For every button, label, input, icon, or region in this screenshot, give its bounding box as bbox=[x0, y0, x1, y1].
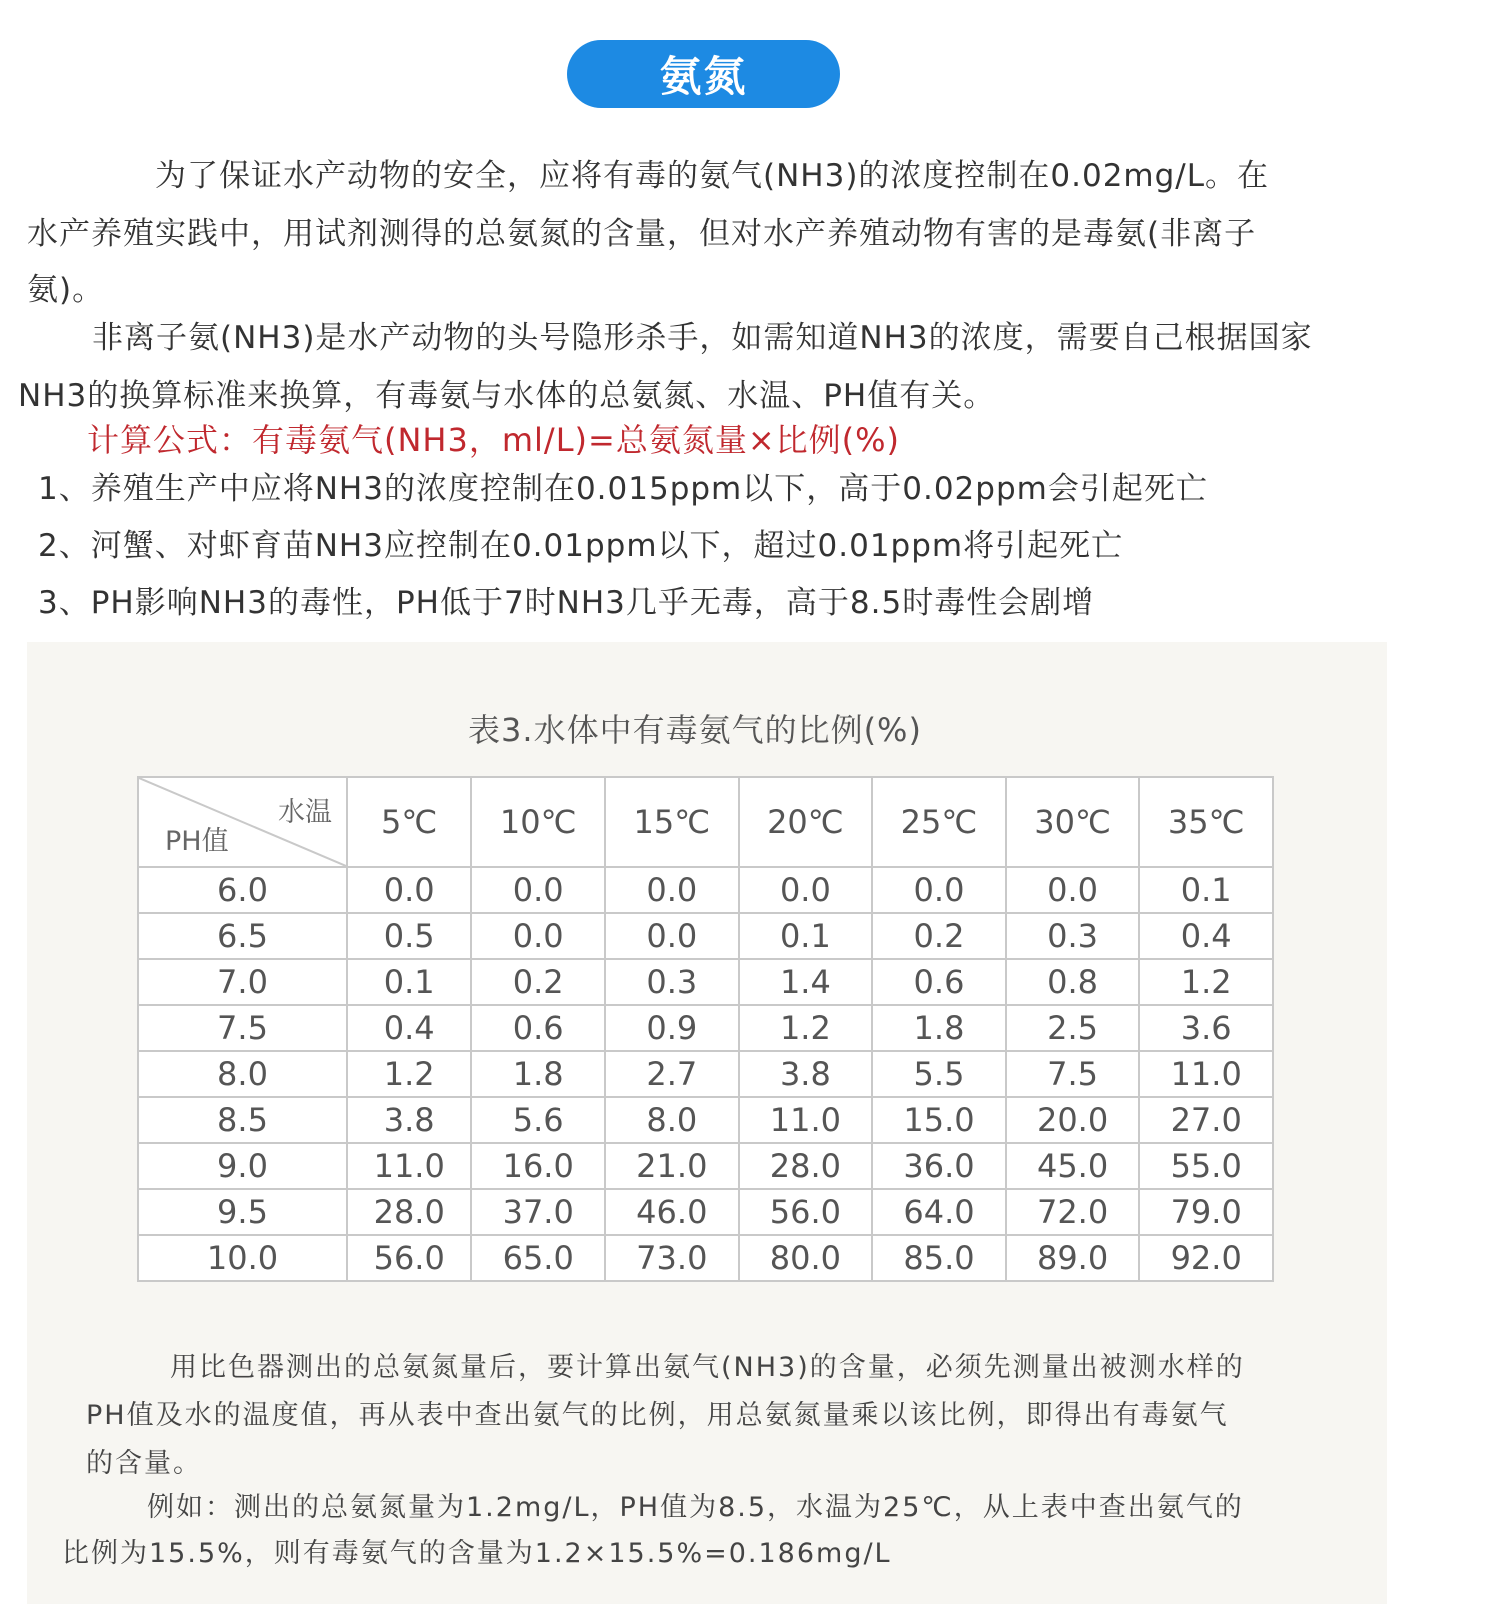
table-cell: 0.6 bbox=[872, 959, 1006, 1005]
table-cell: 0.5 bbox=[347, 913, 471, 959]
table-row bbox=[138, 1189, 1273, 1235]
table-cell: 0.0 bbox=[605, 867, 739, 913]
rule-item-2: 2、河蟹、对虾育苗NH3应控制在0.01ppm以下，超过0.01ppm将引起死亡 bbox=[38, 528, 1124, 564]
intro-line-4: 非离子氨(NH3)是水产动物的头号隐形杀手，如需知道NH3的浓度，需要自己根据国家 bbox=[92, 320, 1313, 356]
table-cell: 5.6 bbox=[471, 1097, 605, 1143]
table-caption: 表3.水体中有毒氨气的比例(%) bbox=[468, 711, 922, 749]
rule-item-1: 1、养殖生产中应将NH3的浓度控制在0.015ppm以下，高于0.02ppm会引起死亡 bbox=[38, 471, 1208, 507]
table-cell: 36.0 bbox=[872, 1143, 1006, 1189]
table-row bbox=[138, 1005, 1273, 1051]
corner-label-ph: PH值 bbox=[165, 826, 229, 857]
column-header: 35℃ bbox=[1139, 777, 1273, 867]
table-cell: 55.0 bbox=[1139, 1143, 1273, 1189]
table-corner-cell bbox=[138, 777, 347, 867]
table-cell: 73.0 bbox=[605, 1235, 739, 1281]
table-cell: 0.8 bbox=[1006, 959, 1140, 1005]
row-header-ph: 9.5 bbox=[138, 1189, 347, 1235]
table-cell: 0.6 bbox=[471, 1005, 605, 1051]
column-header: 10℃ bbox=[471, 777, 605, 867]
row-header-ph: 10.0 bbox=[138, 1235, 347, 1281]
table-cell: 0.1 bbox=[739, 913, 873, 959]
table-cell: 20.0 bbox=[1006, 1097, 1140, 1143]
table-cell: 2.5 bbox=[1006, 1005, 1140, 1051]
table-header-row bbox=[138, 777, 1273, 867]
row-header-ph: 8.0 bbox=[138, 1051, 347, 1097]
note-paragraph-2-line-1: 例如：测出的总氨氮量为1.2mg/L，PH值为8.5，水温为25℃，从上表中查出氨气的 bbox=[147, 1492, 1244, 1523]
table-cell: 1.2 bbox=[1139, 959, 1273, 1005]
table-row bbox=[138, 1143, 1273, 1189]
table-cell: 72.0 bbox=[1006, 1189, 1140, 1235]
table-cell: 8.0 bbox=[605, 1097, 739, 1143]
intro-line-3: 氨)。 bbox=[27, 272, 105, 308]
table-row bbox=[138, 1235, 1273, 1281]
table-cell: 0.4 bbox=[1139, 913, 1273, 959]
row-header-ph: 7.0 bbox=[138, 959, 347, 1005]
table-cell: 27.0 bbox=[1139, 1097, 1273, 1143]
column-header: 30℃ bbox=[1006, 777, 1140, 867]
table-cell: 0.0 bbox=[739, 867, 873, 913]
table-cell: 1.8 bbox=[872, 1005, 1006, 1051]
table-row bbox=[138, 867, 1273, 913]
table-cell: 0.0 bbox=[605, 913, 739, 959]
table-cell: 56.0 bbox=[347, 1235, 471, 1281]
table-cell: 0.0 bbox=[471, 913, 605, 959]
table-cell: 2.7 bbox=[605, 1051, 739, 1097]
table-cell: 1.2 bbox=[739, 1005, 873, 1051]
table-cell: 28.0 bbox=[347, 1189, 471, 1235]
column-header: 20℃ bbox=[739, 777, 873, 867]
table-cell: 0.1 bbox=[347, 959, 471, 1005]
table-cell: 5.5 bbox=[872, 1051, 1006, 1097]
table-cell: 79.0 bbox=[1139, 1189, 1273, 1235]
table-cell: 80.0 bbox=[739, 1235, 873, 1281]
table-cell: 0.0 bbox=[1006, 867, 1140, 913]
intro-line-1: 为了保证水产动物的安全，应将有毒的氨气(NH3)的浓度控制在0.02mg/L。在 bbox=[155, 158, 1270, 194]
table-cell: 15.0 bbox=[872, 1097, 1006, 1143]
row-header-ph: 6.5 bbox=[138, 913, 347, 959]
table-cell: 1.4 bbox=[739, 959, 873, 1005]
table-cell: 64.0 bbox=[872, 1189, 1006, 1235]
table-cell: 1.8 bbox=[471, 1051, 605, 1097]
row-header-ph: 8.5 bbox=[138, 1097, 347, 1143]
table-cell: 11.0 bbox=[739, 1097, 873, 1143]
formula-line: 计算公式：有毒氨气(NH3，ml/L)=总氨氮量×比例(%) bbox=[87, 421, 901, 459]
table-cell: 89.0 bbox=[1006, 1235, 1140, 1281]
intro-line-2: 水产养殖实践中，用试剂测得的总氨氮的含量，但对水产养殖动物有害的是毒氨(非离子 bbox=[27, 216, 1257, 252]
table-cell: 65.0 bbox=[471, 1235, 605, 1281]
table-cell: 0.3 bbox=[605, 959, 739, 1005]
note-paragraph-1-line-2: PH值及水的温度值，再从表中查出氨气的比例，用总氨氮量乘以该比例，即得出有毒氨气 bbox=[86, 1400, 1229, 1431]
table-cell: 85.0 bbox=[872, 1235, 1006, 1281]
table-cell: 7.5 bbox=[1006, 1051, 1140, 1097]
table-cell: 0.1 bbox=[1139, 867, 1273, 913]
table-row bbox=[138, 1051, 1273, 1097]
ammonia-ratio-table bbox=[137, 776, 1274, 1282]
note-paragraph-1-line-1: 用比色器测出的总氨氮量后，要计算出氨气(NH3)的含量，必须先测量出被测水样的 bbox=[170, 1352, 1245, 1383]
table-cell: 11.0 bbox=[1139, 1051, 1273, 1097]
table-cell: 3.8 bbox=[347, 1097, 471, 1143]
corner-label-temperature: 水温 bbox=[278, 797, 332, 828]
table-row bbox=[138, 913, 1273, 959]
column-header: 15℃ bbox=[605, 777, 739, 867]
table-row bbox=[138, 1097, 1273, 1143]
row-header-ph: 7.5 bbox=[138, 1005, 347, 1051]
column-header: 25℃ bbox=[872, 777, 1006, 867]
note-paragraph-2-line-2: 比例为15.5%，则有毒氨气的含量为1.2×15.5%=0.186mg/L bbox=[62, 1538, 892, 1569]
table-cell: 0.2 bbox=[872, 913, 1006, 959]
row-header-ph: 6.0 bbox=[138, 867, 347, 913]
section-title-badge: 氨氮 bbox=[567, 40, 840, 108]
table-cell: 37.0 bbox=[471, 1189, 605, 1235]
table-cell: 0.9 bbox=[605, 1005, 739, 1051]
table-cell: 92.0 bbox=[1139, 1235, 1273, 1281]
row-header-ph: 9.0 bbox=[138, 1143, 347, 1189]
table-cell: 0.0 bbox=[347, 867, 471, 913]
intro-line-5: NH3的换算标准来换算，有毒氨与水体的总氨氮、水温、PH值有关。 bbox=[18, 378, 996, 414]
table-cell: 21.0 bbox=[605, 1143, 739, 1189]
table-cell: 45.0 bbox=[1006, 1143, 1140, 1189]
table-cell: 16.0 bbox=[471, 1143, 605, 1189]
rule-item-3: 3、PH影响NH3的毒性，PH低于7时NH3几乎无毒，高于8.5时毒性会剧增 bbox=[38, 585, 1095, 621]
table-cell: 11.0 bbox=[347, 1143, 471, 1189]
table-cell: 0.0 bbox=[471, 867, 605, 913]
table-cell: 46.0 bbox=[605, 1189, 739, 1235]
table-cell: 0.3 bbox=[1006, 913, 1140, 959]
table-cell: 1.2 bbox=[347, 1051, 471, 1097]
table-cell: 0.0 bbox=[872, 867, 1006, 913]
table-cell: 0.2 bbox=[471, 959, 605, 1005]
table-cell: 56.0 bbox=[739, 1189, 873, 1235]
table-cell: 28.0 bbox=[739, 1143, 873, 1189]
table-row bbox=[138, 959, 1273, 1005]
table-cell: 3.6 bbox=[1139, 1005, 1273, 1051]
table-cell: 0.4 bbox=[347, 1005, 471, 1051]
column-header: 5℃ bbox=[347, 777, 471, 867]
note-paragraph-1-line-3: 的含量。 bbox=[86, 1448, 202, 1479]
table-cell: 3.8 bbox=[739, 1051, 873, 1097]
